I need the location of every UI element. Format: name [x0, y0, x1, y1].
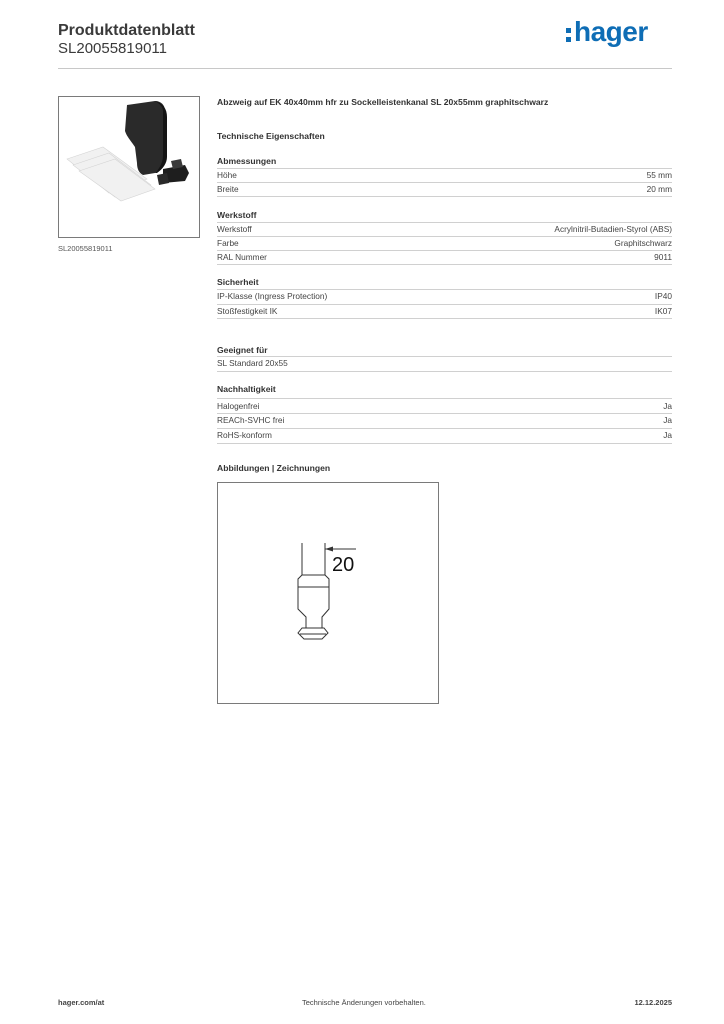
- property-row: Breite 20 mm: [217, 184, 672, 194]
- properties-title: Technische Eigenschaften: [217, 131, 325, 141]
- footer-website[interactable]: hager.com/at: [58, 998, 105, 1007]
- section-title-sustainability: Nachhaltigkeit: [217, 384, 276, 394]
- hager-logo: [566, 16, 648, 48]
- property-row: Halogenfrei Ja: [217, 401, 672, 411]
- footer-date: 12.12.2025: [634, 998, 672, 1007]
- property-row: Farbe Graphitschwarz: [217, 238, 672, 248]
- footer-disclaimer: Technische Änderungen vorbehalten.: [302, 998, 426, 1007]
- section-title-dimensions: Abmessungen: [217, 156, 277, 166]
- product-description: Abzweig auf EK 40x40mm hfr zu Sockelleistenkanal SL 20x55mm graphitschwarz: [217, 97, 549, 107]
- logo-wordmark: hager: [574, 16, 648, 47]
- property-row: RoHS-konform Ja: [217, 430, 672, 440]
- property-row: RAL Nummer 9011: [217, 252, 672, 262]
- technical-drawing: [217, 482, 439, 704]
- property-row: SL Standard 20x55: [217, 358, 288, 368]
- image-caption: SL20055819011: [58, 244, 113, 253]
- article-number: SL20055819011: [58, 40, 167, 57]
- property-row: Werkstoff Acrylnitril-Butadien-Styrol (ABS): [217, 224, 672, 234]
- section-title-safety: Sicherheit: [217, 277, 259, 287]
- section-title-suitable: Geeignet für: [217, 345, 268, 355]
- logo-dots-icon: [566, 23, 572, 43]
- property-row: IP-Klasse (Ingress Protection) IP40: [217, 291, 672, 301]
- drawing-icon: [218, 483, 438, 703]
- section-title-material: Werkstoff: [217, 210, 257, 220]
- drawings-title: Abbildungen | Zeichnungen: [217, 463, 331, 473]
- property-row: Höhe 55 mm: [217, 170, 672, 180]
- product-image: [58, 96, 200, 238]
- dimension-label: 20: [332, 554, 355, 576]
- header-divider: [58, 68, 672, 69]
- property-row: REACh-SVHC frei Ja: [217, 415, 672, 425]
- product-photo-icon: [59, 97, 199, 237]
- page-title: Produktdatenblatt: [58, 22, 195, 39]
- property-row: Stoßfestigkeit IK IK07: [217, 306, 672, 316]
